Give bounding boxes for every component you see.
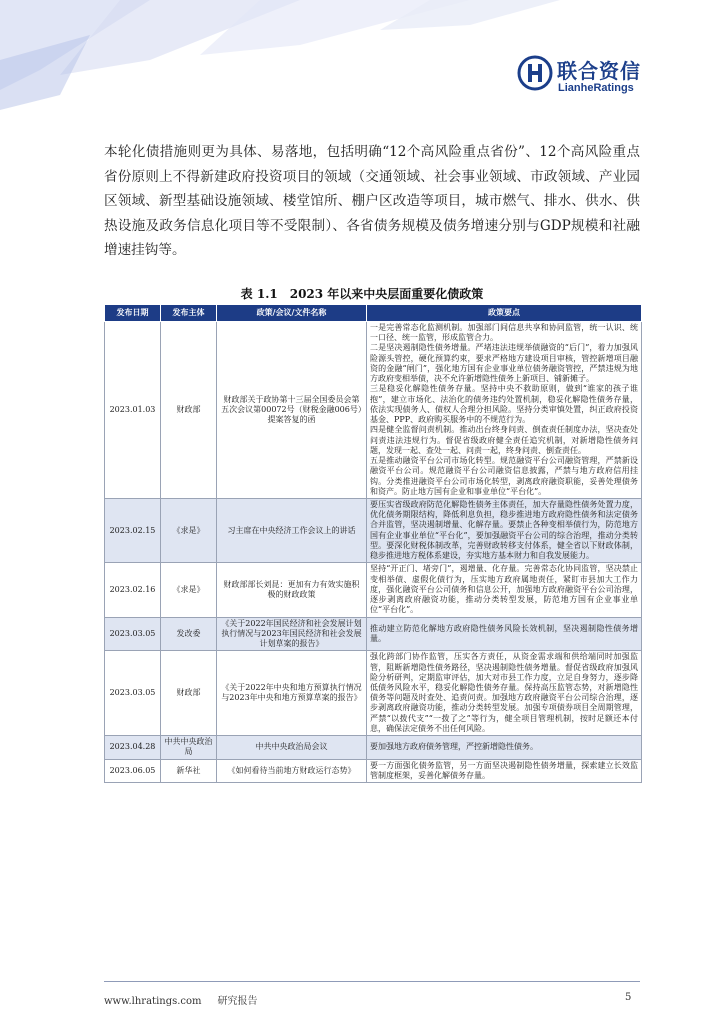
header-points: 政策要点 (367, 305, 642, 322)
row-issuer: 发改委 (161, 617, 217, 651)
lianhe-logo-icon (517, 55, 553, 91)
row-issuer: 新华社 (161, 759, 217, 782)
header-date: 发布日期 (105, 305, 161, 322)
table-header-row (105, 305, 642, 322)
footer-doc-type: 研究报告 (217, 996, 258, 1007)
row-date: 2023.06.05 (105, 759, 161, 782)
row-issuer: 中共中央政治局 (161, 736, 217, 759)
header-issuer: 发布主体 (161, 305, 217, 322)
row-date: 2023.03.05 (105, 651, 161, 736)
policy-point: 二是坚决遏制隐性债务增量。严堵违法违规举债融资的“后门”，着力加强风险源头管控，硬化预算约束，要求严格地方建设项目审核，管控新增项目融资的金融“闸门”，强化地方国有企业事业单位债务融资管控，严禁违规为地方政府变相举债，决不允许新增隐性债务上新项目、铺新摊子。 (370, 343, 638, 384)
row-date: 2023.03.05 (105, 617, 161, 651)
row-points (367, 617, 642, 651)
row-title: 财政部关于政协第十三届全国委员会第五次会议第00072号（财税金融006号）提案答复的函 (217, 322, 367, 499)
table-row (105, 759, 642, 782)
policy-point: 四是健全监督问责机制。推动出台终身问责、倒查责任制度办法，坚决查处问责违法违规行为。督促省级政府健全责任追究机制，对新增隐性债务问题，发现一起、查处一起、问责一起，终身问责、倒查责任。 (370, 425, 638, 455)
row-title: 习主席在中央经济工作会议上的讲话 (217, 498, 367, 562)
policy-point: 坚持“开正门、堵旁门”，遏增量、化存量。完善常态化协同监管，坚决禁止变相举债、虚假化债行为，压实地方政府属地责任，紧盯市县加大工作力度，强化融资平台公司债务和信息公开，加强地方政府融资平台公司治理，逐步剥离政府融资功能，推动分类转型发展，防范地方国有企业事业单位“平台化”。 (370, 564, 638, 615)
row-date: 2023.04.28 (105, 736, 161, 759)
header-title: 政策/会议/文件名称 (217, 305, 367, 322)
policy-point: 一是完善常态化监测机制。加强部门间信息共享和协同监管，统一认识、统一口径、统一监管，形成监管合力。 (370, 323, 638, 343)
table-row (105, 651, 642, 736)
row-points (367, 322, 642, 499)
logo-english-name: LianheRatings (558, 82, 634, 94)
policy-point: 三是稳妥化解隐性债务存量。坚持中央不救助原则，做到“谁家的孩子谁抱”，建立市场化、法治化的债务违约处置机制，稳妥化解隐性债务存量，依法实现债务人、债权人合理分担风险。坚持分类审慎处置，纠正政府投资基金、PPP、政府购买服务中的不规范行为。 (370, 384, 638, 425)
policy-point: 推动建立防范化解地方政府隐性债务风险长效机制，坚决遏制隐性债务增量。 (370, 623, 638, 643)
row-date: 2023.02.15 (105, 498, 161, 562)
policy-point: 五是推动融资平台公司市场化转型。规范融资平台公司融资管理，严禁新设融资平台公司。规范融资平台公司融资信息披露，严禁与地方政府信用挂钩。分类推进融资平台公司市场化转型，剥离政府融资职能，妥善处理债务和资产。防止地方国有企业和事业单位“平台化”。 (370, 456, 638, 496)
footer-website: www.lhratings.com (104, 996, 202, 1007)
row-points (367, 563, 642, 617)
table-row (105, 617, 642, 651)
row-points (367, 736, 642, 759)
table-caption: 表 1.1 2023 年以来中央层面重要化债政策 (240, 287, 484, 301)
row-date: 2023.02.16 (105, 563, 161, 617)
row-issuer: 财政部 (161, 322, 217, 499)
row-title: 《关于2022年中央和地方预算执行情况与2023年中央和地方预算草案的报告》 (217, 651, 367, 736)
footer-divider (104, 981, 640, 982)
intro-paragraph: 本轮化债措施则更为具体、易落地，包括明确“12个高风险重点省份”、12个高风险重点省份原则上不得新建政府投资项目的领域（交通领域、社会事业领域、市政领域、产业园区领域、新型基础设施领域、楼堂馆所、棚户区改造等项目，城市燃气、排水、供水、供热设施及政务信息化项目等不受限制）、各省债务规模及债务增速分别与GDP规模和社融增速挂钩等。 (104, 144, 640, 258)
policy-point: 要一方面强化债务监管，另一方面坚决遏制隐性债务增量，探索建立长效监管制度框架，妥善化解债务存量。 (370, 760, 638, 780)
row-date: 2023.01.03 (105, 322, 161, 499)
row-title: 中共中央政治局会议 (217, 736, 367, 759)
row-points (367, 498, 642, 562)
policy-table (104, 304, 642, 783)
policy-point: 强化跨部门协作监管，压实各方责任，从资金需求端和供给端同时加强监管，阻断新增隐性债务路径，坚决遏制隐性债务增量。督促省级政府加强风险分析研判，定期监审评估，加大对市县工作力度，立足自身努力，逐步降低债务风险水平，稳妥化解隐性债务存量。保持高压监管态势，对新增隐性债务等问题及时查处、追责问责。加强地方政府融资平台公司综合治理，逐步剥离政府融资功能，推动分类转型发展。加强专项债券项目全周期管理，严禁“以拨代支”“一拨了之”等行为，健全项目管理机制，按时足额还本付息，确保法定债务不出任何风险。 (370, 652, 638, 733)
table-row (105, 498, 642, 562)
company-logo (517, 55, 697, 95)
table-row (105, 563, 642, 617)
row-points (367, 759, 642, 782)
row-title: 《关于2022年国民经济和社会发展计划执行情况与2023年国民经济和社会发展计划草案的报告》 (217, 617, 367, 651)
table-row (105, 736, 642, 759)
row-title: 《如何看待当前地方财政运行态势》 (217, 759, 367, 782)
row-issuer: 《求是》 (161, 498, 217, 562)
policy-point: 要加强地方政府债务管理，严控新增隐性债务。 (370, 742, 538, 752)
row-issuer: 《求是》 (161, 563, 217, 617)
row-points (367, 651, 642, 736)
footer-left (104, 992, 257, 1007)
row-title: 财政部部长刘昆：更加有力有效实施积极的财政政策 (217, 563, 367, 617)
page-number: 5 (625, 992, 632, 1003)
policy-point: 要压实省级政府防范化解隐性债务主体责任，加大存量隐性债务处置力度，优化债务期限结构，降低利息负担，稳步推进地方政府隐性债务和法定债务合并监管，坚决遏制增量、化解存量。要禁止各种变相举债行为，防范地方国有企业事业单位“平台化”，要加强融资平台公司的综合治理，推动分类转型。要深化财税体制改革，完善财政转移支付体系，健全省以下财政体制，稳步推进地方税体系建设，夯实地方基本财力和自我发展能力。 (370, 499, 638, 561)
logo-chinese-name: 联合资信 (557, 59, 641, 83)
table-row (105, 322, 642, 499)
row-issuer: 财政部 (161, 651, 217, 736)
